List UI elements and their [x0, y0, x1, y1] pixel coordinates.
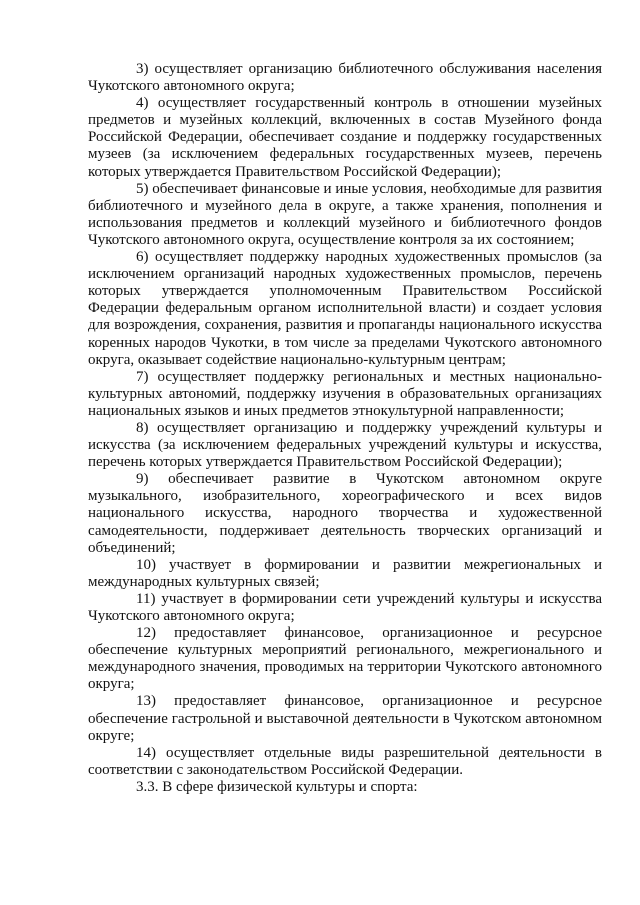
paragraph-item-4: 4) осуществляет государственный контроль в отношении музейных предметов и музейных коллекций, включенных в состав Музейного фонда Российской Федерации, обеспечивает создание и поддержку государственных музеев (за исключением федеральных государственных музеев, перечень которых утверждается Правительством Российской Федерации); [88, 95, 602, 180]
document-page [88, 61, 602, 796]
paragraph-item-13: 13) предоставляет финансовое, организационное и ресурсное обеспечение гастрольной и выставочной деятельности в Чукотском автономном округе; [88, 693, 602, 744]
paragraph-item-7: 7) осуществляет поддержку региональных и местных национально-культурных автономий, поддержку изучения в образовательных организациях национальных языков и иных предметов этнокультурной направленности; [88, 368, 602, 419]
paragraph-item-11: 11) участвует в формировании сети учреждений культуры и искусства Чукотского автономного округа; [88, 590, 602, 624]
paragraph-item-3: 3) осуществляет организацию библиотечного обслуживания населения Чукотского автономного округа; [88, 61, 602, 95]
paragraph-item-14: 14) осуществляет отдельные виды разрешительной деятельности в соответствии с законодательством Российской Федерации. [88, 744, 602, 778]
paragraph-item-10: 10) участвует в формировании и развитии межрегиональных и международных культурных связей; [88, 556, 602, 590]
paragraph-item-9: 9) обеспечивает развитие в Чукотском автономном округе музыкального, изобразительного, хореографического и всех видов национального искусства, народного творчества и художественной самодеятельности, поддерживает деятельность творческих организаций и объединений; [88, 471, 602, 556]
paragraph-item-5: 5) обеспечивает финансовые и иные условия, необходимые для развития библиотечного и музейного дела в округе, а также хранения, пополнения и использования предметов и коллекций музейного и библиотечного фондов Чукотского автономного округа, осуществление контроля за их состоянием; [88, 180, 602, 248]
paragraph-item-8: 8) осуществляет организацию и поддержку учреждений культуры и искусства (за исключением федеральных учреждений культуры и искусства, перечень которых утверждается Правительством Российской Федерации); [88, 419, 602, 471]
paragraph-item-12: 12) предоставляет финансовое, организационное и ресурсное обеспечение культурных мероприятий регионального, межрегионального и международного значения, проводимых на территории Чукотского автономного округа; [88, 625, 602, 693]
section-heading-3-3: 3.3. В сфере физической культуры и спорта: [136, 778, 418, 795]
paragraph-item-6: 6) осуществляет поддержку народных художественных промыслов (за исключением организаций народных художественных промыслов, перечень которых утверждается уполномоченным Правительством Российской Федерации федеральным органом исполнительной власти) и создает условия для возрождения, сохранения, развития и пропаганды национального искусства коренных народов Чукотки, в том числе за пределами Чукотского автономного округа, оказывает содействие национально-культурным центрам; [88, 249, 602, 368]
